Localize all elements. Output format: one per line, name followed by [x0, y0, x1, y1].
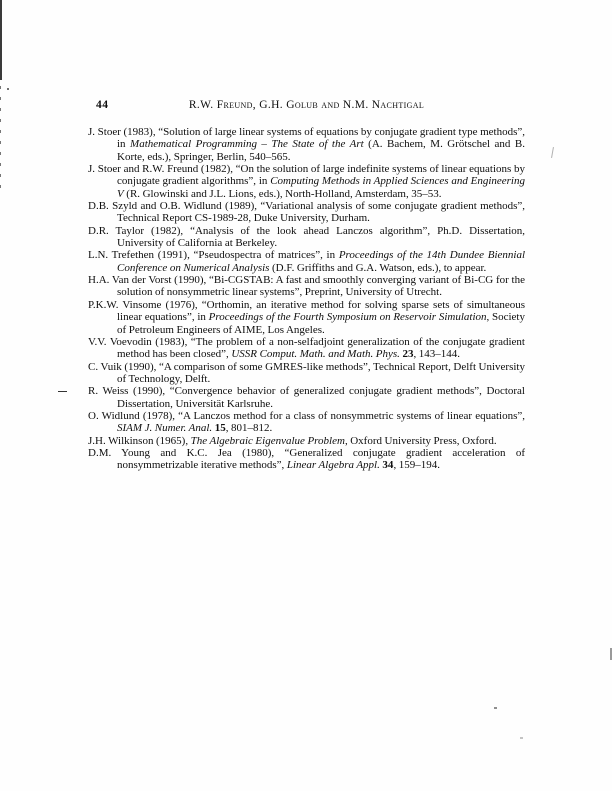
- reference-segment: V.V. Voevodin (1983), “The problem of a non-selfadjoint generalization of the conjugate gradient method has been closed”,: [88, 335, 525, 361]
- reference-segment: (A. Bachem, M. Grötschel and B. Korte, eds.), Springer, Berlin, 540–565.: [117, 138, 525, 163]
- reference-entry: [88, 249, 525, 274]
- reference-segment: Proceedings of the Fourth Symposium on Reservoir Simulation: [208, 311, 487, 324]
- reference-segment: D.B. Szyld and O.B. Widlund (1989), “Variational analysis of some conjugate gradient methods”, Technical Report CS-1989-28, Duke University, Durham.: [88, 200, 525, 225]
- reference-segment: R. Weiss (1990), “Convergence behavior of generalized conjugate gradient methods”, Doctoral Dissertation, Universität Karlsruhe.: [88, 385, 525, 410]
- reference-segment: , Society of Petroleum Engineers of AIME, Los Angeles.: [117, 311, 525, 336]
- reference-entry: [88, 126, 525, 163]
- scan-artifact-left-dot: [7, 88, 9, 90]
- reference-entry: [88, 336, 525, 361]
- reference-list: [88, 126, 525, 472]
- reference-entry: [88, 361, 525, 386]
- reference-segment: , 159–194.: [393, 459, 440, 472]
- reference-entry: [88, 163, 525, 200]
- reference-segment: 23: [399, 348, 414, 361]
- scan-artifact-right-edge-mark: [610, 648, 612, 660]
- reference-entry: [88, 274, 525, 299]
- reference-entry: [88, 435, 525, 447]
- margin-annotation-dash: [58, 391, 67, 392]
- reference-segment: D.R. Taylor (1982), “Analysis of the look ahead Lanczos algorithm”, Ph.D. Dissertation, University of California at Berkeley.: [88, 224, 525, 250]
- reference-segment: Computing Methods in Applied Sciences and Engineering V: [117, 175, 525, 200]
- scan-artifact-dot-bottom-right-2: [520, 737, 523, 739]
- reference-segment: O. Widlund (1978), “A Lanczos method for a class of nonsymmetric systems of linear equations”,: [88, 409, 525, 422]
- reference-segment: USSR Comput. Math. and Math. Phys.: [231, 348, 400, 361]
- reference-segment: 34: [379, 459, 394, 472]
- reference-segment: The Algebraic Eigenvalue Problem: [190, 434, 345, 447]
- reference-segment: D.M. Young and K.C. Jea (1980), “Generalized conjugate gradient acceleration of nonsymmetrizable iterative methods”,: [88, 446, 525, 472]
- reference-segment: , 143–144.: [413, 348, 461, 361]
- reference-segment: J. Stoer and R.W. Freund (1982), “On the solution of large indefinite systems of linear equations by conjugate gradient algorithms”, in: [88, 163, 525, 188]
- reference-segment: Proceedings of the 14th Dundee Biennial Conference on Numerical Analysis: [117, 249, 525, 274]
- reference-segment: , 801–812.: [225, 422, 273, 435]
- reference-segment: Linear Algebra Appl.: [286, 459, 380, 472]
- reference-segment: P.K.W. Vinsome (1976), “Orthomin, an iterative method for solving sparse sets of simultaneous linear equations”, in: [88, 298, 525, 324]
- reference-segment: (R. Glowinski and J.L. Lions, eds.), North-Holland, Amsterdam, 35–53.: [123, 187, 442, 200]
- reference-entry: [88, 200, 525, 225]
- reference-segment: J.H. Wilkinson (1965),: [88, 434, 191, 447]
- scan-artifact-slash: [551, 147, 554, 158]
- reference-segment: SIAM J. Numer. Anal.: [117, 422, 213, 435]
- reference-segment: C. Vuik (1990), “A comparison of some GMRES-like methods”, Technical Report, Delft University of Technology, Delft.: [88, 360, 525, 385]
- running-title: R.W. Freund, G.H. Golub and N.M. Nachtigal: [188, 99, 425, 111]
- reference-entry: [88, 447, 525, 472]
- scan-artifact-dot-bottom-right: [494, 707, 497, 709]
- reference-segment: Mathematical Programming – The State of the Art: [130, 138, 364, 151]
- reference-segment: H.A. Van der Vorst (1990), “Bi-CGSTAB: A fast and smoothly converging variant of Bi-CG for the solution of nonsymmetric linear systems”, Preprint, University of Utrecht.: [88, 274, 525, 299]
- reference-entry: [88, 299, 525, 336]
- reference-entry: [88, 385, 525, 410]
- page-header: [88, 99, 525, 113]
- reference-segment: L.N. Trefethen (1991), “Pseudospectra of matrices”, in: [88, 249, 339, 262]
- scan-artifact-left-edge-line: [0, 0, 2, 80]
- reference-segment: , Oxford University Press, Oxford.: [344, 434, 497, 447]
- reference-segment: (D.F. Griffiths and G.A. Watson, eds.), to appear.: [269, 261, 487, 274]
- reference-entry: [88, 225, 525, 250]
- reference-segment: J. Stoer (1983), “Solution of large linear systems of equations by conjugate gradient type methods”, in: [88, 126, 525, 151]
- reference-entry: [88, 410, 525, 435]
- reference-segment: 15: [212, 422, 226, 435]
- page-number: 44: [96, 99, 109, 111]
- scan-artifact-left-edge-dashes: [0, 86, 1, 196]
